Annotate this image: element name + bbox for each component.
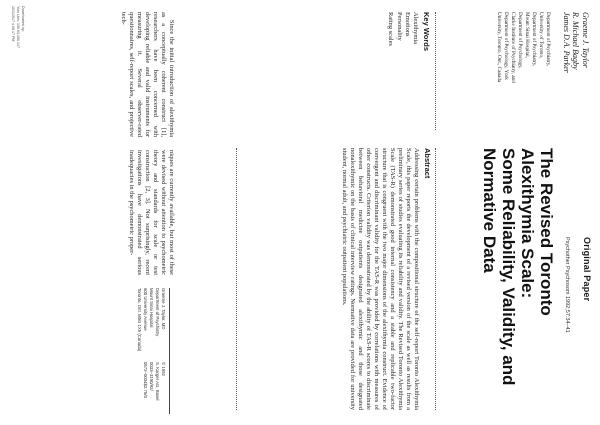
- keywords-top-rule: [435, 12, 436, 130]
- affiliations: [496, 12, 552, 132]
- article-title-line-1: The Revised Toronto Alexithymia Scale:: [518, 148, 556, 316]
- correspondence-line: 600 University Avenue: [143, 288, 148, 331]
- section-label: Original Paper: [582, 237, 592, 302]
- keyword-item: Rating scales: [387, 12, 395, 46]
- article-title-line-2: Some Reliability, Validity, and Normative Data: [480, 148, 518, 386]
- correspondence-box: [136, 288, 170, 414]
- footer-line: York Univ. 130.63.180.147: [16, 6, 21, 48]
- affiliation-line: Department of Psychiatry,: [531, 12, 538, 67]
- affiliation-line: Clarke Institute of Psychiatry, and: [510, 12, 517, 83]
- author-name: James D.A. Parker: [562, 12, 571, 73]
- correspondence-line: Mount Sinai Hospital: [149, 288, 154, 328]
- body-column-2: [127, 150, 175, 275]
- author-name: R. Michael Bagby: [571, 12, 581, 70]
- keyword-item: Personality: [395, 12, 403, 41]
- affiliation-line: Mount Sinai Hospital,: [524, 12, 531, 58]
- publisher-line: 0033–3190/92/: [149, 362, 154, 391]
- correspondence-line: Toronto, Ont. M5G 1X5 (Canada): [137, 288, 142, 352]
- body-paragraph: Since the initial introduction of alexithymia as a conceptually coherent construct [1], researchers have been concerned with developing reliable and valid instruments for measuring it. Several observer-rated questionnaires, self-report scales, and projective tech-: [120, 12, 175, 137]
- body-column-1: [119, 12, 175, 137]
- affiliation-line: University of Toronto,: [538, 12, 545, 59]
- footer-line: 10/1/2017 4:08:17 PM: [11, 6, 16, 42]
- affiliation-line: University, Toronto, Ont., Canada: [496, 12, 503, 83]
- abstract-text: Addressing certain problems with the compositional structure of the self-report Toronto Alexithymia Scale, this paper reports the development of a revised version of the scale as well as results from a preliminary series of studies evaluating its reliability and validity. The Revised Toronto Alexithymia Scale (TAS-R) demonstrated good internal consistency and a stable and replicable two-factor structure that is congruent with the two major dimensions of the alexithymia construct. Evidence of convergent and discriminant validity for the TAS-R was provided by correlations with measures of other constructs. Criterion validity was demonstrated by the ability of TAS-R scores to discriminate between behavioral medicine outpatients designated alexithymic and those designated nonalexithymic on the basis of clinical interview ratings. Normative data are provided for university student, normal adult, and psychiatric outpatient populations.: [341, 148, 420, 410]
- publisher-line: 0572–0034$2.75/0: [143, 362, 148, 398]
- correspondence-line: Graeme J. Taylor, MD: [161, 288, 166, 330]
- title-block: [480, 148, 556, 410]
- affiliation-line: Department of Psychiatry,: [545, 12, 552, 67]
- affiliation-line: Department of Psychology,: [517, 12, 524, 69]
- keywords-heading: Key Words: [422, 12, 431, 52]
- correspondence-line: Department of Psychiatry: [155, 288, 160, 337]
- publisher-info: [142, 362, 166, 412]
- abstract-block: [340, 148, 436, 410]
- correspondence-address: [136, 288, 166, 362]
- keyword-item: Alexithymia: [412, 12, 419, 44]
- abstract-top-rule: [435, 148, 436, 410]
- journal-reference: Psychother Psychosom 1992;57:34–41: [564, 237, 570, 333]
- abstract-bottom-rule: [236, 148, 237, 410]
- abstract-heading: Abstract: [423, 148, 432, 179]
- keywords-block: [386, 12, 436, 132]
- author-block: [496, 12, 591, 132]
- affiliation-line: Department of Psychology, York: [503, 12, 510, 80]
- body-paragraph: niques are currently available, but most of these were devised without attention to psychometric theory and standards for scale or test construction [2, 3]. Not surprisingly, recent investigations have demonstrated serious inadequacies in the psychometric proper-: [128, 150, 175, 275]
- keyword-item: Emotions: [403, 12, 411, 37]
- download-footer: [11, 6, 25, 206]
- publisher-line: S. Karger AG, Basel: [155, 362, 160, 401]
- header-block: [564, 237, 592, 407]
- publisher-line: © 1992: [161, 362, 166, 376]
- footer-line: Downloaded by:: [21, 6, 25, 32]
- author-name: Graeme J. Taylor: [581, 12, 590, 68]
